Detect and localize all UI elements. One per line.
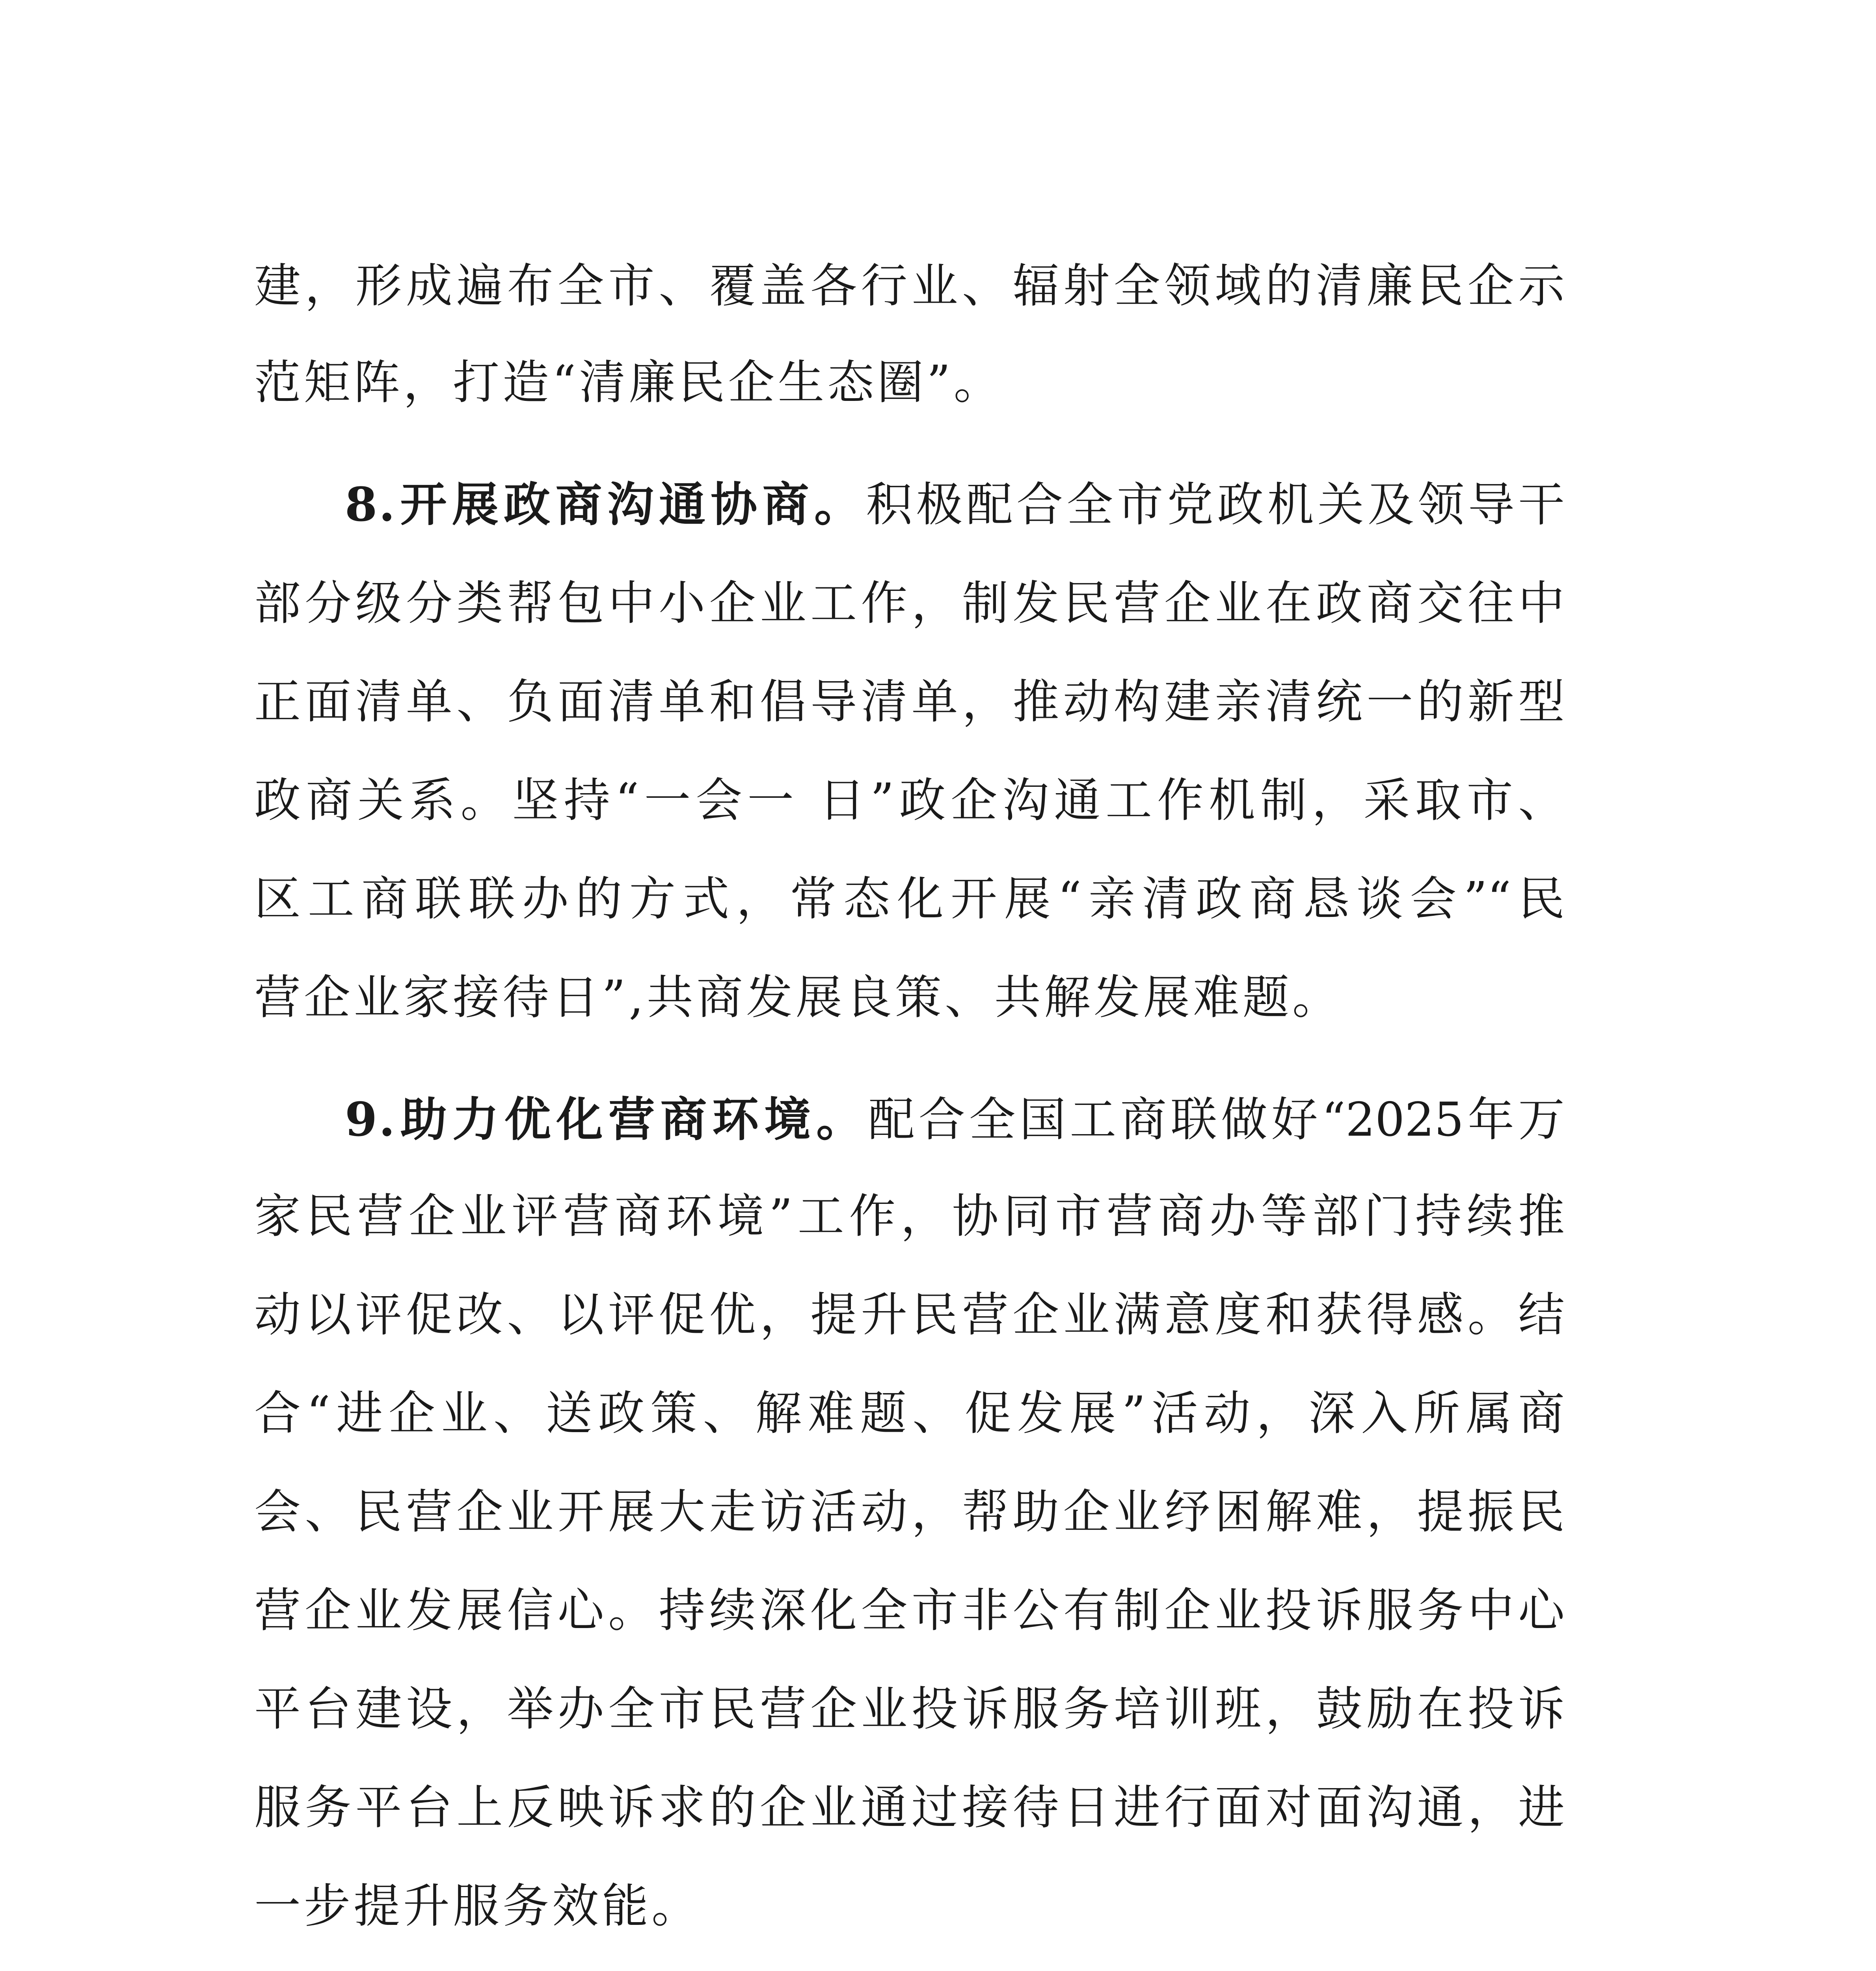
paragraph-line: 营企业发展信心。持续深化全市非公有制企业投诉服务中心 xyxy=(254,1583,1565,1638)
paragraph-line: 动以评促改、以评促优，提升民营企业满意度和获得感。结 xyxy=(254,1287,1565,1342)
paragraph-line: 部分级分类帮包中小企业工作，制发民营企业在政商交往中 xyxy=(254,576,1565,630)
paragraph-line: 平台建设，举办全市民营企业投诉服务培训班，鼓励在投诉 xyxy=(254,1682,1565,1736)
paragraph-line: 政商关系。坚持“一会一 日”政企沟通工作机制，采取市、 xyxy=(254,773,1565,827)
paragraph-line: 正面清单、负面清单和倡导清单，推动构建亲清统一的新型 xyxy=(254,674,1565,729)
paragraph-line: 范矩阵，打造“清廉民企生态圈”。 xyxy=(254,355,1003,410)
paragraph-line: 会、民营企业开展大走访活动，帮助企业纾困解难，提振民 xyxy=(254,1485,1565,1539)
section-9-first-line xyxy=(345,1084,1565,1155)
paragraph-line: 区工商联联办的方式，常态化开展“亲清政商恳谈会”“民 xyxy=(254,872,1565,926)
paragraph-line: 一步提升服务效能。 xyxy=(254,1879,702,1933)
section-9-heading: 9.助力优化营商环境。 xyxy=(345,1092,868,1147)
paragraph-line: 家民营企业评营商环境”工作，协同市营商办等部门持续推 xyxy=(254,1189,1565,1243)
section-8-heading: 8.开展政商沟通协商。 xyxy=(345,477,866,532)
paragraph-line: 合“进企业、送政策、解难题、促发展”活动，深入所属商 xyxy=(254,1386,1565,1440)
paragraph-text: 配合全国工商联做好“2025年万 xyxy=(868,1092,1565,1147)
paragraph-line: 服务平台上反映诉求的企业通过接待日进行面对面沟通，进 xyxy=(254,1780,1565,1835)
paragraph-line: 建，形成遍布全市、覆盖各行业、辐射全领域的清廉民企示 xyxy=(254,259,1565,313)
section-8-first-line xyxy=(345,469,1565,540)
paragraph-line: 营企业家接待日”,共商发展良策、共解发展难题。 xyxy=(254,970,1342,1025)
paragraph-text: 积极配合全市党政机关及领导干 xyxy=(866,477,1565,532)
